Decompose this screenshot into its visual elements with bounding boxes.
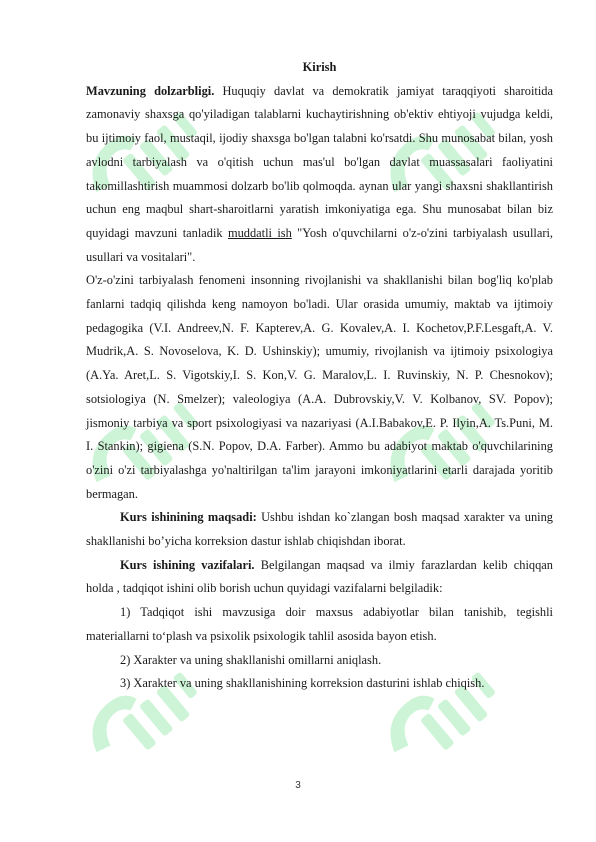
paragraph-literature: O'z-o'zini tarbiyalash fenomeni insonning rivojlanishi va shakllanishi bilan bog'liq ko'plab fanlarni tadqiq qilishda keng namoyon bo'ladi. Ular orasida umumiy, maktab va ijtimoiy pedagogika (V.I. Andreev,N. F. Kapterev,A. G. Kovalev,A. I. Kochetov,P.F.Lesgaft,A. V. Mudrik,A. S. Novoselova, K. D. Ushinskiy); umumiy, rivojlanish va ijtimoiy psixologiya (A.Ya. Aret,L. S. Vigotskiy,I. S. Kon,V. G. Maralov,L. I. Ruvinskiy, N. P. Chesnokov); sotsiologiya (N. Smelzer); valeologiya (A.A. Dubrovskiy,V. V. Kolbanov, SV. Popov); jismoniy tarbiya va sport psixologiyasi va nazariyasi (A.I.Babakov,E. P. Ilyin,A. Ts.Puni, M. I. Stankin); gigiena (S.N. Popov, D.A. Farber). Ammo bu adabiyot maktab o'quvchilarining o'zini o'zi tarbiyalashga yo'naltirilgan ta'lim jarayoni imkoniyatlarini etarli darajada yoritib bermagan. xyxy=(86,273,553,501)
task-item-3: 3) Xarakter va uning shakllanishining korreksion dasturini ishlab chiqish. xyxy=(120,676,485,691)
section-title: Kirish xyxy=(302,60,337,74)
task-item-1: 1) Tadqiqot ishi mavzusiga doir maxsus adabiyotlar bilan tanishib, tegishli materiallarni to‘plash va psixolik psixologik tahlil asosida bayon etish. xyxy=(86,605,553,643)
relevance-text-a: Huquqiy davlat va demokratik jamiyat taraqqiyoti sharoitida zamonaviy shaxsga qo'yiladigan talablarni kuchaytirishning ob'ektiv ehtiyoji vujudga keldi, bu ijtimoiy faol, mustaqil, ijodiy shaxsga bo'lgan talabni ko'rsatdi. Shu munosabat bilan, yosh avlodni tarbiyalash va o'qitish uchun mas'ul bo'lgan davlat muassasalari faoliyatini takomillashtirish muammosi dolzarb bo'lib qolmoqda. aynan ular yangi shaxsni shakllantirish uchun eng maqbul shart-sharoitlarni yaratish imkoniyatiga ega. Shu munosabat bilan biz quyidagi mavzuni tanladik xyxy=(86,83,553,240)
paragraph-tasks xyxy=(86,554,553,601)
goal-heading: Kurs ishinining maqsadi: xyxy=(120,510,257,525)
paragraph-goal xyxy=(86,506,553,553)
goal-text: Ushbu ishdan ko`zlangan bosh maqsad xarakter va uning shakllanishi bo’yicha korreksion dastur ishlab chiqishdan iborat. xyxy=(86,510,553,549)
tasks-heading: Kurs ishining vazifalari. xyxy=(120,557,255,572)
relevance-underlined: muddatli ish xyxy=(227,225,292,240)
relevance-text-b: "Yosh o'quvchilarni o'z-o'zini tarbiyalash usullari, usullari va vositalari". xyxy=(86,225,554,264)
page-number: 3 xyxy=(295,780,301,791)
task-item-2: 2) Xarakter va uning shakllanishi omillarni aniqlash. xyxy=(120,652,382,667)
tasks-text: Belgilangan maqsad va ilmiy farazlardan kelib chiqqan holda , tadqiqot ishini olib borish uchun quyidagi vazifalarni belgiladik: xyxy=(86,557,554,596)
document-body xyxy=(86,56,553,696)
paragraph-relevance xyxy=(86,80,553,270)
relevance-heading: Mavzuning dolzarbligi. xyxy=(86,83,215,98)
